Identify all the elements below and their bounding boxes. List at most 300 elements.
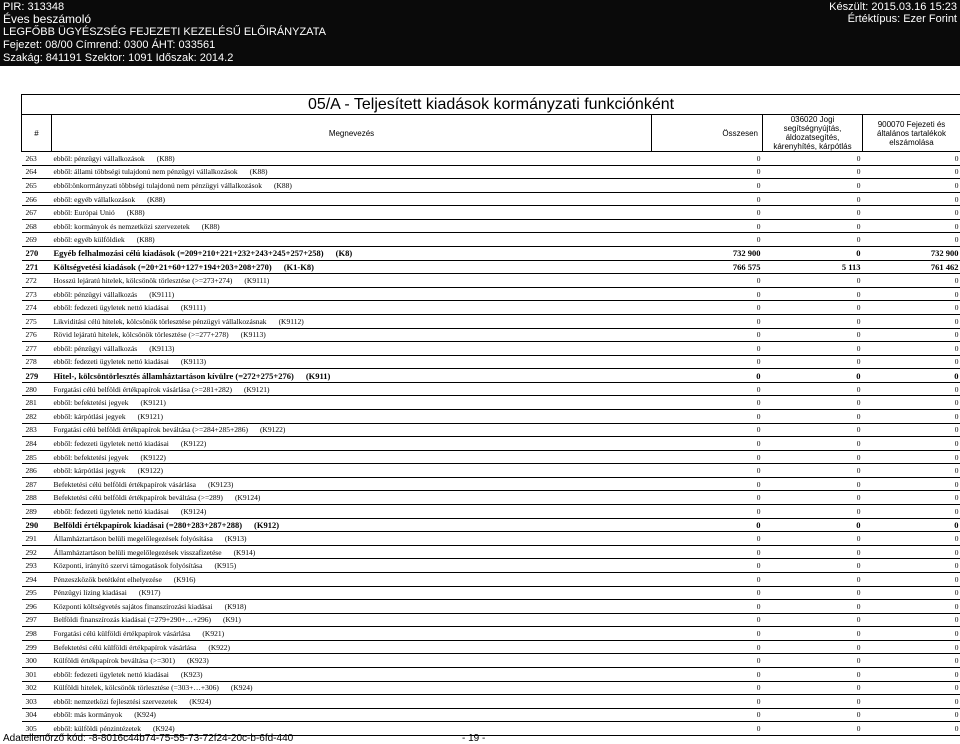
table-row [22,260,960,274]
row-total: 0 [652,586,763,600]
row-number: 296 [22,600,52,614]
row-value-900070: 0 [863,165,960,179]
row-name [52,287,652,301]
row-name [52,396,652,410]
row-total: 0 [652,559,763,573]
row-label: Külföldi hitelek, kölcsönök törlesztése (=303+…+306) [53,683,219,693]
row-value-036020: 0 [763,518,863,532]
row-value-036020: 0 [763,192,863,206]
table-row [22,369,960,383]
table-row [22,396,960,410]
row-value-900070: 0 [863,382,960,396]
row-number: 278 [22,355,52,369]
row-name [52,640,652,654]
row-label: ebből: Európai Unió [53,208,115,218]
table-row [22,423,960,437]
row-name [52,409,652,423]
column-header-900070: 900070 Fejezeti és általános tartalékok elszámolása [863,115,960,152]
row-total: 0 [652,423,763,437]
table-row [22,450,960,464]
row-name [52,667,652,681]
row-code: (K9122) [180,438,207,448]
row-number: 268 [22,219,52,233]
row-value-900070: 0 [863,409,960,423]
row-name [52,654,652,668]
row-value-036020: 0 [763,722,863,736]
row-total: 0 [652,409,763,423]
row-value-036020: 0 [763,505,863,519]
column-header-num: # [22,115,52,152]
row-value-900070: 0 [863,274,960,288]
row-number: 272 [22,274,52,288]
table-row [22,586,960,600]
table-row [22,152,960,166]
row-label: ebből:önkormányzati többségi tulajdonú nem pénzügyi vállalkozások [53,180,262,190]
row-total: 0 [652,369,763,383]
row-name [52,260,652,274]
row-value-036020: 0 [763,152,863,166]
row-value-900070: 0 [863,152,960,166]
row-name [52,681,652,695]
row-label: Rövid lejáratú hitelek, kölcsönök törlesztése (>=277+278) [53,330,229,340]
row-label: ebből: kormányok és nemzetközi szervezetek [53,221,190,231]
row-value-900070: 0 [863,654,960,668]
table-row [22,179,960,193]
row-value-900070: 0 [863,219,960,233]
row-name [52,274,652,288]
row-value-900070: 0 [863,396,960,410]
row-code: (K924) [134,710,156,720]
table-row [22,627,960,641]
row-value-900070: 0 [863,559,960,573]
row-name [52,545,652,559]
table-row [22,437,960,451]
row-total: 0 [652,654,763,668]
pir-label: PIR: 313348 [3,1,65,13]
row-name [52,342,652,356]
row-value-036020: 0 [763,247,863,261]
row-code: (K9123) [207,479,234,489]
row-value-900070: 0 [863,314,960,328]
row-number: 288 [22,491,52,505]
row-value-900070: 0 [863,505,960,519]
created-timestamp: Készült: 2015.03.16 15:23 [829,1,957,13]
row-value-036020: 0 [763,613,863,627]
row-value-036020: 0 [763,600,863,614]
row-code: (K923) [180,669,203,679]
row-label: Költségvetési kiadások (=20+21+60+127+194+203+208+270) [53,261,272,272]
table-row [22,233,960,247]
row-total: 0 [652,314,763,328]
row-number: 284 [22,437,52,451]
row-number: 291 [22,532,52,546]
row-value-900070: 0 [863,437,960,451]
row-code: (K923) [187,656,209,666]
table-row [22,640,960,654]
row-name [52,179,652,193]
row-label: ebből: egyéb külföldiek [53,235,125,245]
row-number: 275 [22,314,52,328]
row-name [52,355,652,369]
row-value-900070: 0 [863,627,960,641]
table-row [22,532,960,546]
row-code: (K9121) [140,398,166,408]
row-label: Befektetési célú belföldi értékpapírok beváltása (>=289) [53,493,223,503]
row-code: (K88) [136,235,155,245]
row-value-900070: 0 [863,301,960,315]
table-row [22,654,960,668]
row-total: 0 [652,572,763,586]
row-name [52,505,652,519]
row-value-036020: 0 [763,640,863,654]
row-value-036020: 0 [763,219,863,233]
row-total: 0 [652,179,763,193]
row-code: (K9111) [180,303,206,313]
checksum-code: Adatellenőrző kód: -8-8016c44b74-75-55-73-72f24-20c-b-6fd-440 [3,733,294,744]
row-label: ebből: külföldi pénzintézetek [53,724,141,734]
row-total: 0 [652,613,763,627]
row-value-036020: 0 [763,667,863,681]
row-code: (K88) [156,153,175,163]
table-row [22,477,960,491]
row-total: 0 [652,681,763,695]
row-label: Pénzügyi lízing kiadásai [53,588,127,598]
row-value-900070: 0 [863,491,960,505]
row-number: 302 [22,681,52,695]
row-name [52,314,652,328]
row-total: 0 [652,165,763,179]
row-code: (K9121) [244,384,270,394]
table-row [22,219,960,233]
row-number: 279 [22,369,52,383]
row-name [52,247,652,261]
table-row [22,165,960,179]
row-label: Központi, irányító szervi támogatások folyósítása [53,561,203,571]
row-number: 283 [22,423,52,437]
table-row [22,247,960,261]
row-value-036020: 0 [763,409,863,423]
row-name [52,532,652,546]
row-label: Befektetési célú külföldi értékpapírok vásárlása [53,642,197,652]
row-label: Forgatási célú belföldi értékpapírok vásárlása (>=281+282) [53,384,233,394]
row-number: 281 [22,396,52,410]
row-number: 270 [22,247,52,261]
row-value-900070: 0 [863,681,960,695]
row-value-900070: 0 [863,518,960,532]
row-number: 289 [22,505,52,519]
row-name [52,206,652,220]
row-number: 274 [22,301,52,315]
row-label: Forgatási célú belföldi értékpapírok beváltása (>=284+285+286) [53,425,248,435]
row-number: 298 [22,627,52,641]
table-row [22,613,960,627]
row-value-036020: 0 [763,165,863,179]
row-code: (K9111) [244,275,270,285]
row-value-036020: 0 [763,491,863,505]
row-code: (K88) [147,194,166,204]
row-label: ebből: kárpótlási jegyek [53,466,126,476]
row-value-036020: 0 [763,532,863,546]
row-label: Forgatási célú külföldi értékpapírok vásárlása [53,629,191,639]
row-code: (K9121) [137,411,163,421]
row-total: 0 [652,627,763,641]
row-total: 0 [652,545,763,559]
row-total: 0 [652,233,763,247]
row-total: 0 [652,437,763,451]
row-name [52,192,652,206]
row-name [52,219,652,233]
row-value-900070: 0 [863,369,960,383]
row-label: ebből: állami többségi tulajdonú nem pénzügyi vállalkozások [53,167,238,177]
row-value-900070: 0 [863,722,960,736]
row-number: 276 [22,328,52,342]
row-value-036020: 0 [763,545,863,559]
row-total: 0 [652,532,763,546]
row-label: Hosszú lejáratú hitelek, kölcsönök törlesztése (>=273+274) [53,275,233,285]
table-row [22,464,960,478]
row-value-036020: 0 [763,179,863,193]
row-number: 295 [22,586,52,600]
row-total: 0 [652,477,763,491]
row-total: 0 [652,192,763,206]
row-label: Belföldi finanszírozás kiadásai (=279+290+…+296) [53,615,212,625]
row-name [52,152,652,166]
row-value-900070: 0 [863,613,960,627]
row-value-036020: 0 [763,274,863,288]
row-value-900070: 732 900 [863,247,960,261]
report-type: Éves beszámoló [3,12,92,26]
row-code: (K9122) [259,425,286,435]
row-total: 0 [652,342,763,356]
row-name [52,518,652,532]
row-code: (K9113) [180,357,207,367]
row-name [52,382,652,396]
row-label: ebből: más kormányok [53,710,123,720]
row-value-900070: 0 [863,545,960,559]
row-number: 287 [22,477,52,491]
row-number: 285 [22,450,52,464]
row-name [52,695,652,709]
row-value-900070: 0 [863,206,960,220]
table-row [22,667,960,681]
table-row [22,409,960,423]
row-number: 305 [22,722,52,736]
row-code: (K913) [224,533,247,543]
row-code: (K915) [214,561,237,571]
chapter-info: Fejezet: 08/00 Címrend: 0300 ÁHT: 033561 [3,39,216,51]
row-value-036020: 0 [763,437,863,451]
row-code: (K912) [254,519,280,530]
row-number: 267 [22,206,52,220]
table-row [22,491,960,505]
column-header-name: Megnevezés [52,115,652,152]
row-value-036020: 0 [763,695,863,709]
row-code: (K9111) [149,289,175,299]
row-value-900070: 0 [863,423,960,437]
row-total: 0 [652,287,763,301]
row-total: 0 [652,708,763,722]
row-number: 263 [22,152,52,166]
expenditure-table [21,94,960,736]
row-value-900070: 0 [863,328,960,342]
row-code: (K917) [138,588,161,598]
value-unit: Értéktípus: Ezer Forint [847,13,957,25]
row-number: 294 [22,572,52,586]
row-number: 297 [22,613,52,627]
column-header-total: Összesen [652,115,763,152]
table-title: 05/A - Teljesített kiadások kormányzati funkciónként [22,95,960,115]
row-label: ebből: nemzetközi fejlesztési szervezetek [53,696,178,706]
row-label: Külföldi értékpapírok beváltása (>=301) [53,656,176,666]
row-total: 0 [652,450,763,464]
table-row [22,328,960,342]
row-value-036020: 0 [763,287,863,301]
row-name [52,613,652,627]
row-code: (K921) [202,629,225,639]
row-label: ebből: fedezeti ügyletek nettó kiadásai [53,669,169,679]
row-label: ebből: fedezeti ügyletek nettó kiadásai [53,357,169,367]
row-number: 292 [22,545,52,559]
row-name [52,328,652,342]
row-label: ebből: pénzügyi vállalkozások [53,153,145,163]
row-name [52,491,652,505]
row-code: (K91) [223,615,241,625]
row-number: 300 [22,654,52,668]
row-code: (K8) [335,248,353,259]
row-value-900070: 0 [863,477,960,491]
institution-name: LEGFŐBB ÜGYÉSZSÉG FEJEZETI KEZELÉSŰ ELŐIRÁNYZATA [3,26,326,38]
row-label: ebből: pénzügyi vállalkozás [53,289,138,299]
table-row [22,600,960,614]
row-name [52,464,652,478]
row-value-036020: 0 [763,559,863,573]
row-number: 269 [22,233,52,247]
row-number: 282 [22,409,52,423]
row-total: 0 [652,640,763,654]
row-label: ebből: kárpótlási jegyek [53,411,126,421]
row-value-900070: 0 [863,640,960,654]
row-value-900070: 0 [863,708,960,722]
row-code: (K9122) [140,452,166,462]
row-label: Államháztartáson belüli megelőlegezések visszafizetése [53,547,222,557]
report-header [0,0,960,66]
row-code: (K9112) [278,316,304,326]
row-code: (K916) [173,574,196,584]
row-label: Befektetési célú belföldi értékpapírok vásárlása [53,479,196,489]
row-number: 293 [22,559,52,573]
row-value-036020: 0 [763,342,863,356]
table-row [22,708,960,722]
row-label: ebből: fedezeti ügyletek nettó kiadásai [53,438,169,448]
row-total: 0 [652,695,763,709]
page-number: - 19 - [462,733,486,744]
table-row [22,287,960,301]
row-total: 0 [652,206,763,220]
row-code: (K88) [274,180,292,190]
row-number: 290 [22,518,52,532]
row-code: (K924) [230,683,253,693]
row-value-036020: 0 [763,314,863,328]
table-body [22,152,960,736]
row-value-036020: 0 [763,301,863,315]
row-label: Likviditási célú hitelek, kölcsönök törlesztése pénzügyi vállalkozásnak [53,316,267,326]
row-code: (K9124) [234,493,261,503]
row-total: 0 [652,382,763,396]
row-value-036020: 0 [763,586,863,600]
row-value-900070: 0 [863,179,960,193]
row-value-036020: 0 [763,382,863,396]
row-total: 0 [652,600,763,614]
row-name [52,559,652,573]
row-code: (K924) [152,724,175,734]
row-value-036020: 0 [763,572,863,586]
row-total: 0 [652,518,763,532]
row-total: 0 [652,464,763,478]
row-label: Belföldi értékpapírok kiadásai (=280+283+287+288) [53,519,243,530]
table-row [22,681,960,695]
expenditure-table-wrapper [21,94,960,736]
row-value-036020: 0 [763,681,863,695]
row-label: ebből: pénzügyi vállalkozás [53,343,138,353]
row-value-900070: 0 [863,600,960,614]
row-name [52,423,652,437]
row-value-900070: 0 [863,532,960,546]
row-value-036020: 0 [763,464,863,478]
row-number: 299 [22,640,52,654]
row-value-036020: 0 [763,477,863,491]
row-label: ebből: befektetési jegyek [53,452,129,462]
table-row [22,206,960,220]
row-total: 0 [652,667,763,681]
row-value-036020: 0 [763,450,863,464]
row-label: Egyéb felhalmozási célú kiadások (=209+210+221+232+243+245+257+258) [53,248,324,259]
row-value-900070: 0 [863,572,960,586]
row-value-900070: 0 [863,342,960,356]
row-value-036020: 0 [763,423,863,437]
row-value-900070: 0 [863,586,960,600]
table-row [22,559,960,573]
row-code: (K88) [126,208,145,218]
row-value-900070: 0 [863,287,960,301]
row-label: Pénzeszközök betétként elhelyezése [53,574,162,584]
row-number: 265 [22,179,52,193]
row-total: 0 [652,722,763,736]
row-number: 266 [22,192,52,206]
row-code: (K914) [233,547,256,557]
row-code: (K922) [208,642,231,652]
row-code: (K918) [224,601,247,611]
row-code: (K9122) [137,466,163,476]
row-total: 766 575 [652,260,763,274]
row-code: (K88) [249,167,268,177]
row-code: (K9124) [180,506,207,516]
table-row [22,695,960,709]
row-total: 0 [652,355,763,369]
row-label: ebből: egyéb vállalkozások [53,194,136,204]
table-row [22,545,960,559]
row-number: 273 [22,287,52,301]
row-name [52,369,652,383]
row-value-900070: 0 [863,464,960,478]
row-code: (K9113) [149,343,175,353]
row-name [52,437,652,451]
row-value-036020: 0 [763,627,863,641]
row-total: 0 [652,219,763,233]
table-row [22,518,960,532]
row-name [52,301,652,315]
row-number: 264 [22,165,52,179]
row-name [52,627,652,641]
